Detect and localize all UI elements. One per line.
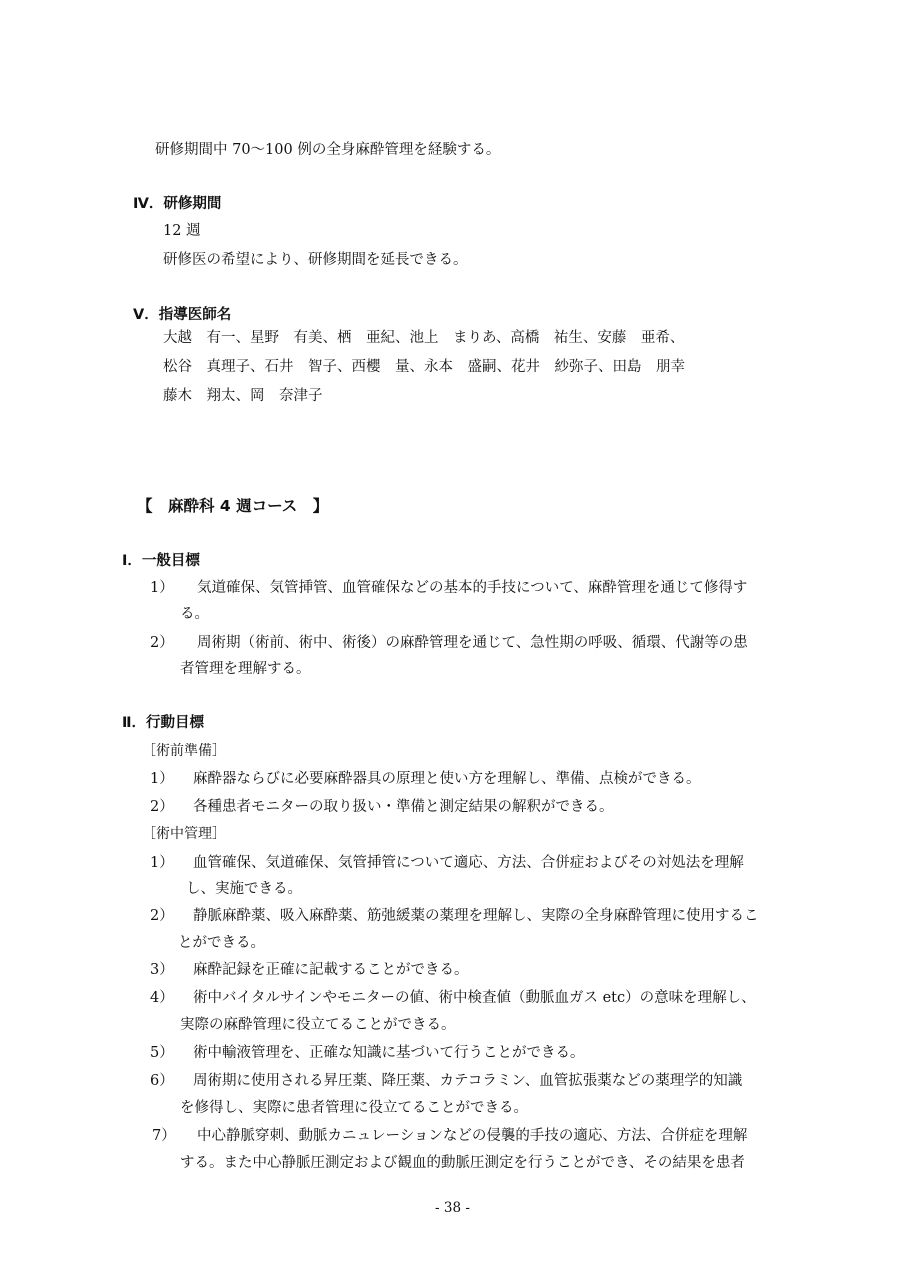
course-title: 【 麻酔科 4 週コース 】 xyxy=(137,497,329,515)
section-4-line: 研修医の希望により、研修期間を延長できる。 xyxy=(163,252,468,268)
item-text-continued: する。また中心静脈圧測定および観血的動脈圧測定を行うことができ、その結果を患者 xyxy=(180,1155,745,1171)
section-4-heading: Ⅳ．研修期間 xyxy=(133,196,222,212)
item-text: 麻酔記録を正確に記載することができる。 xyxy=(193,962,469,978)
item-number: 3） xyxy=(150,962,174,978)
section-1-heading: Ⅰ．一般目標 xyxy=(122,553,200,569)
item-text: 中心静脈穿刺、動脈カニュレーションなどの侵襲的手技の適応、方法、合併症を理解 xyxy=(197,1128,748,1144)
item-number: 5） xyxy=(150,1045,174,1061)
item-number: 1） xyxy=(150,580,174,596)
item-text: 術中輸液管理を、正確な知識に基づいて行うことができる。 xyxy=(193,1045,585,1061)
item-text: 術中バイタルサインやモニターの値、術中検査値（動脈血ガス etc）の意味を理解し、 xyxy=(193,990,756,1006)
instructor-line: 大越 有一、星野 有美、栖 亜紀、池上 まりあ、高橋 祐生、安藤 亜希、 xyxy=(163,330,685,346)
section-5-heading: Ⅴ．指導医師名 xyxy=(133,307,232,323)
item-number: 1） xyxy=(150,855,174,871)
item-number: 1） xyxy=(150,771,174,787)
page-number: - 38 - xyxy=(435,1200,470,1216)
item-text: 血管確保、気道確保、気管挿管について適応、方法、合併症およびその対処法を理解 xyxy=(193,855,744,871)
instructor-line: 松谷 真理子、石井 智子、西櫻 量、永本 盛嗣、花井 紗弥子、田島 朋幸 xyxy=(163,359,685,375)
subheading-intraop: ［術中管理］ xyxy=(142,826,226,842)
item-text: 麻酔器ならびに必要麻酔器具の原理と使い方を理解し、準備、点検ができる。 xyxy=(193,771,701,787)
item-number: 4） xyxy=(150,990,174,1006)
section-2-heading: Ⅱ．行動目標 xyxy=(122,715,205,731)
item-number: 2） xyxy=(150,908,174,924)
item-number: 2） xyxy=(150,799,174,815)
section-4-line: 12 週 xyxy=(163,223,201,239)
item-text-continued: 実際の麻酔管理に役立てることができる。 xyxy=(180,1017,456,1033)
item-text-continued: を修得し、実際に患者管理に役立てることができる。 xyxy=(180,1100,528,1116)
instructor-line: 藤木 翔太、岡 奈津子 xyxy=(163,388,323,404)
item-text: 気道確保、気管挿管、血管確保などの基本的手技について、麻酔管理を通じて修得す xyxy=(197,580,748,596)
item-text-continued: とができる。 xyxy=(178,935,265,951)
item-text: 静脈麻酔薬、吸入麻酔薬、筋弛緩薬の薬理を理解し、実際の全身麻酔管理に使用するこ xyxy=(193,908,759,924)
item-text-continued: る。 xyxy=(180,606,209,622)
item-text-continued: し、実施できる。 xyxy=(186,881,302,897)
subheading-preop: ［術前準備］ xyxy=(142,743,226,759)
item-number: 2） xyxy=(150,635,174,651)
item-text-continued: 者管理を理解する。 xyxy=(180,661,311,677)
intro-text: 研修期間中 70～100 例の全身麻酔管理を経験する。 xyxy=(155,142,501,158)
item-text: 周術期（術前、術中、術後）の麻酔管理を通じて、急性期の呼吸、循環、代謝等の患 xyxy=(197,635,748,651)
item-text: 周術期に使用される昇圧薬、降圧薬、カテコラミン、血管拡張薬などの薬理学的知識 xyxy=(193,1073,743,1089)
item-number: 6） xyxy=(150,1073,174,1089)
item-number: 7） xyxy=(152,1128,176,1144)
item-text: 各種患者モニターの取り扱い・準備と測定結果の解釈ができる。 xyxy=(193,799,614,815)
